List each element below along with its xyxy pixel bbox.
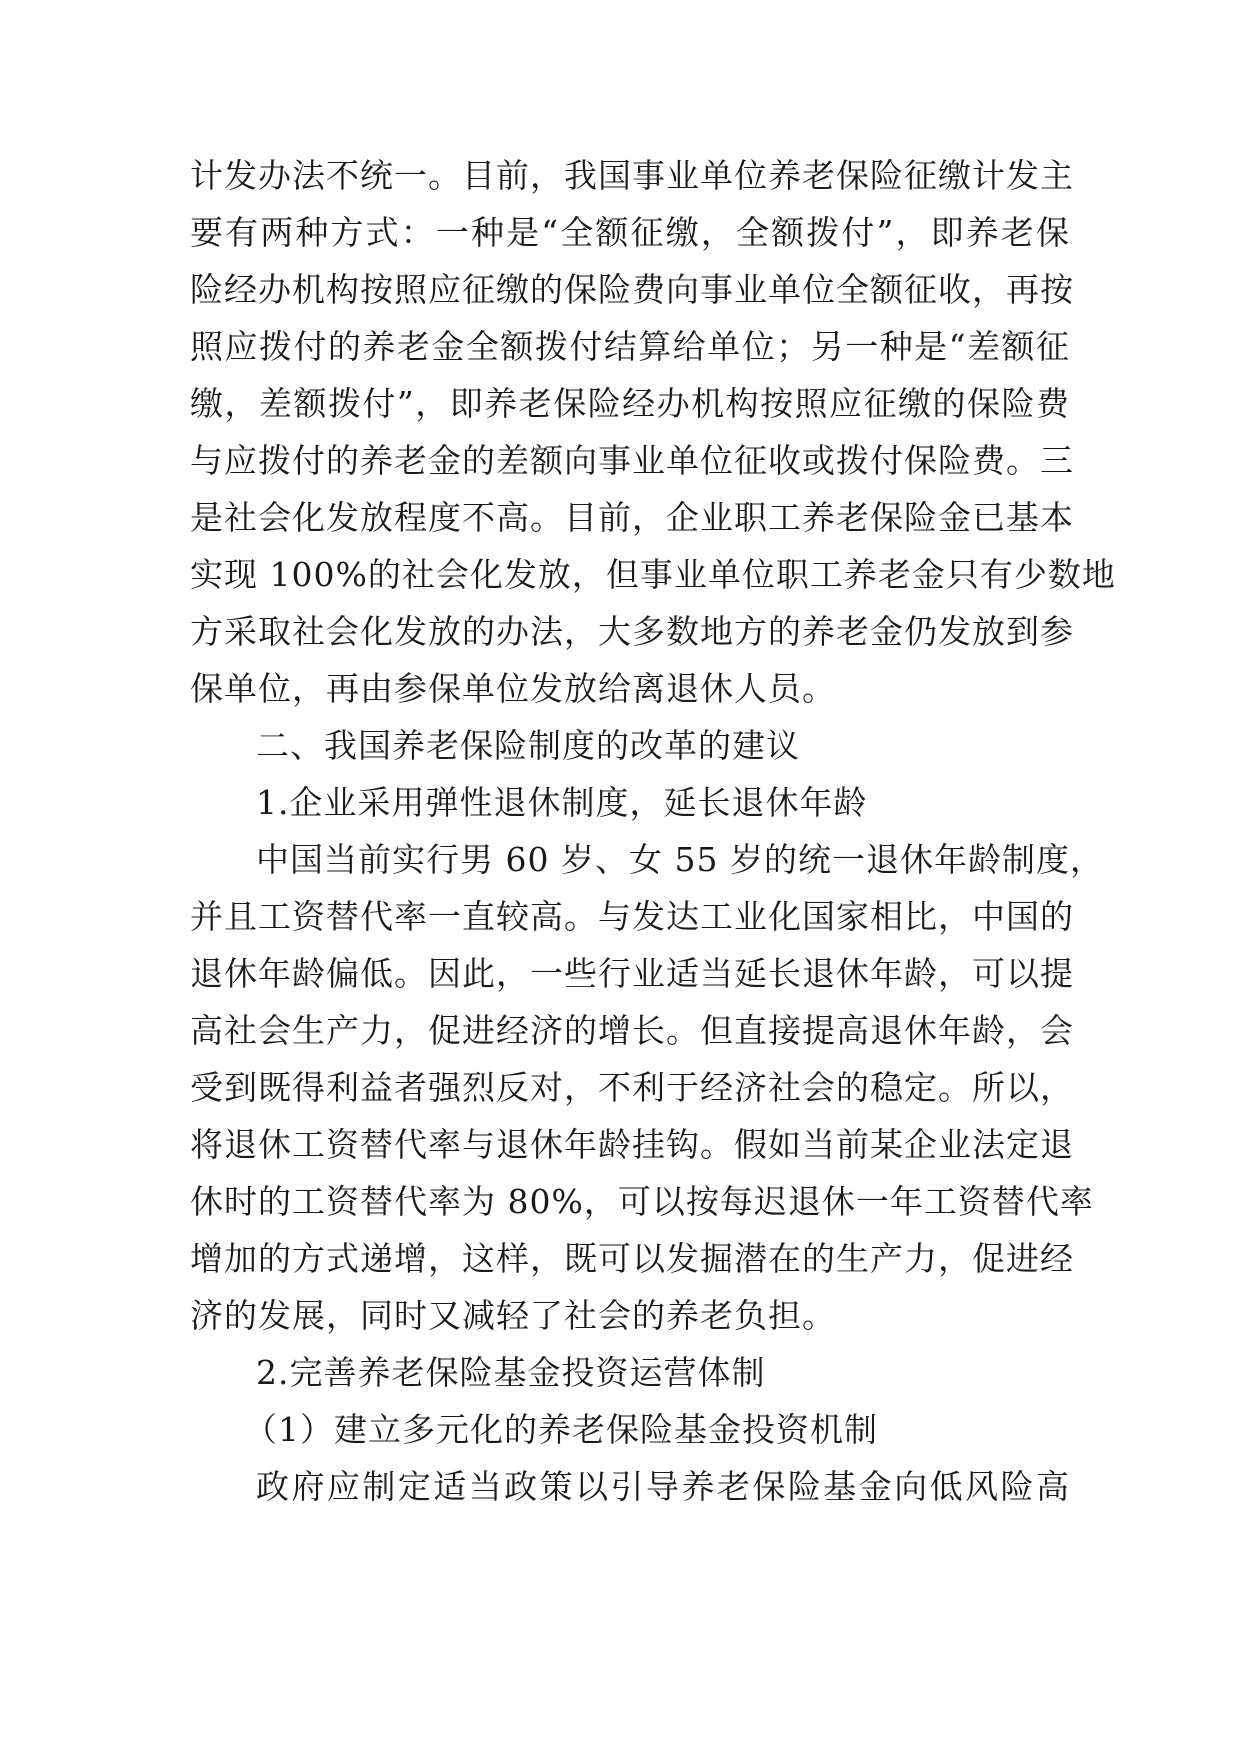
body-text-line: 增加的方式递增，这样，既可以发掘潜在的生产力，促进经: [190, 1239, 1074, 1278]
body-text-line: 照应拨付的养老金全额拨付结算给单位；另一种是“差额征: [190, 327, 1070, 366]
body-text-line: 要有两种方式：一种是“全额征缴，全额拨付”，即养老保: [190, 213, 1070, 252]
body-text-line: 是社会化发放程度不高。目前，企业职工养老保险金已基本: [190, 498, 1074, 537]
body-text-line: 退休年龄偏低。因此，一些行业适当延长退休年龄，可以提: [190, 954, 1074, 993]
body-text-line: 险经办机构按照应征缴的保险费向事业单位全额征收，再按: [190, 270, 1074, 309]
body-text-line: 休时的工资替代率为 80%，可以按每迟退休一年工资替代率: [190, 1182, 1094, 1221]
body-text-line: 方采取社会化发放的办法，大多数地方的养老金仍发放到参: [190, 612, 1074, 651]
subsection-heading: 1.企业采用弹性退休制度，延长退休年龄: [256, 783, 868, 822]
body-text-line: 中国当前实行男 60 岁、女 55 岁的统一退休年龄制度，: [256, 840, 1104, 879]
body-text-line: 政府应制定适当政策以引导养老保险基金向低风险高: [256, 1467, 1070, 1506]
subsection-heading: （1）建立多元化的养老保险基金投资机制: [244, 1410, 878, 1449]
body-text-line: 缴，差额拨付”，即养老保险经办机构按照应征缴的保险费: [190, 384, 1070, 423]
body-text-line: 将退休工资替代率与退休年龄挂钩。假如当前某企业法定退: [190, 1125, 1074, 1164]
subsection-heading: 2.完善养老保险基金投资运营体制: [256, 1353, 766, 1392]
body-text-line: 受到既得利益者强烈反对，不利于经济社会的稳定。所以，: [190, 1068, 1074, 1107]
body-text-line: 实现 100%的社会化发放，但事业单位职工养老金只有少数地: [190, 555, 1116, 594]
body-text-line: 并且工资替代率一直较高。与发达工业化国家相比，中国的: [190, 897, 1074, 936]
section-heading: 二、我国养老保险制度的改革的建议: [256, 726, 800, 765]
body-text-line: 高社会生产力，促进经济的增长。但直接提高退休年龄，会: [190, 1011, 1074, 1050]
body-text-line: 计发办法不统一。目前，我国事业单位养老保险征缴计发主: [190, 156, 1074, 195]
body-text-line: 与应拨付的养老金的差额向事业单位征收或拨付保险费。三: [190, 441, 1074, 480]
body-text-line: 保单位，再由参保单位发放给离退休人员。: [190, 669, 836, 708]
body-text-line: 济的发展，同时又减轻了社会的养老负担。: [190, 1296, 836, 1335]
